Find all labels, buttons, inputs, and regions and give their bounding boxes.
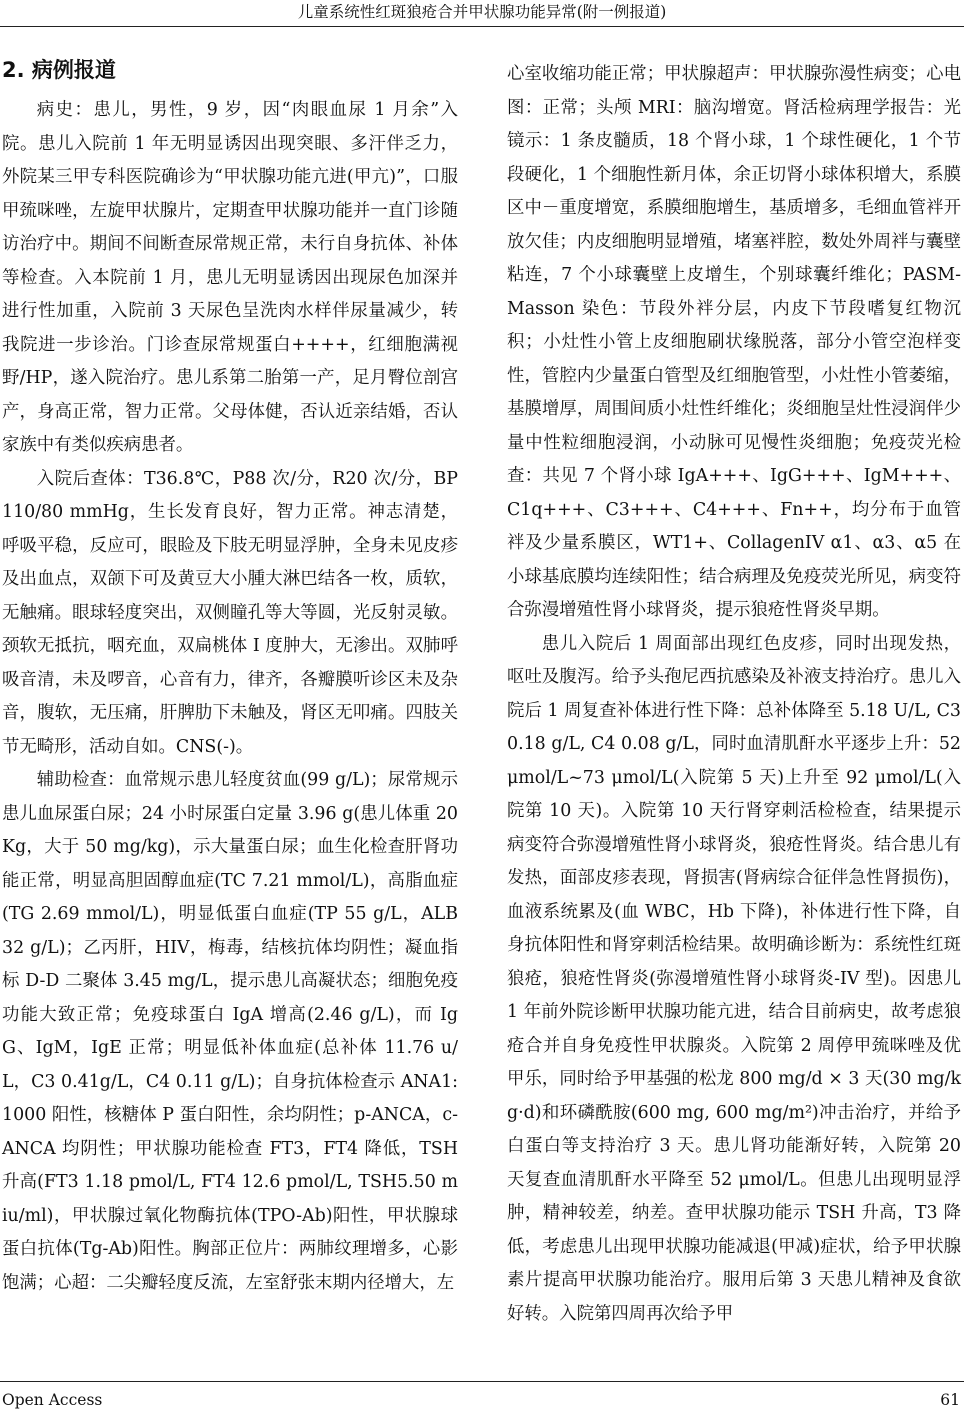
paragraph-history: 病史：患儿，男性，9 岁，因“肉眼血尿 1 月余”入院。患儿入院前 1 年无明显诱因出现突眼、多汗伴乏力，外院某三甲专科医院确诊为“甲状腺功能亢进(甲亢)”，口服甲巯咪唑，左旋甲状腺片，定期查甲状腺功能并一直门诊随访治疗中。期间不间断查尿常规正常，未行自身抗体、补体等检查。入本院前 1 月，患儿无明显诱因出现尿色加深并进行性加重，入院前 3 天尿色呈洗肉水样伴尿量减少，转我院进一步诊治。门诊查尿常规蛋白++++，红细胞满视野/HP，遂入院治疗。患儿系第二胎第一产，足月臀位剖宫产，身高正常，智力正常。父母体健，否认近亲结婚，否认家族中有类似疾病患者。 — [2, 100, 458, 455]
footer-divider — [0, 1381, 964, 1382]
paragraph-physical-exam: 入院后查体：T36.8℃，P88 次/分，R20 次/分，BP110/80 mmHg，生长发育良好，智力正常。神志清楚，呼吸平稳，反应可，眼睑及下肢无明显浮肿，全身未见皮疹及出血点，双颌下可及黄豆大小腫大淋巴结各一枚，质软，无触痛。眼球轻度突出，双侧瞳孔等大等圆，光反射灵敏。颈软无抵抗，咽充血，双扁桃体 I 度肿大，无渗出。双肺呼吸音清，未及啰音，心音有力，律齐，各瓣膜听诊区未及杂音，腹软，无压痛，肝脾肋下未触及，肾区无叩痛。四肢关节无畸形，活动自如。CNS(-)。 — [2, 468, 458, 757]
page-number: 61 — [940, 1391, 960, 1409]
header-divider — [0, 26, 964, 27]
running-header: 儿童系统性红斑狼疮合并甲状腺功能异常(附一例报道) — [297, 3, 667, 21]
journal-label: Open Access — [2, 1391, 103, 1409]
paragraph-treatment-course: 患儿入院后 1 周面部出现红色皮疹，同时出现发热，呕吐及腹泻。给予头孢尼西抗感染及补液支持治疗。患儿入院后 1 周复查补体进行性下降：总补体降至 5.18 U/L, C3 0.18 g/L, C4 0.08 g/L，同时血清肌酐水平逐步上升：52 μmol/L~73 μmol/L(入院第 5 天)上升至 92 μmol/L(入院第 10 天)。入院第 10 天行肾穿刺活检检查，结果提示病变符合弥漫增殖性肾小球肾炎，狼疮性肾炎。结合患儿有发热，面部皮疹表现，肾损害(肾病综合征伴急性肾损伤)，血液系统累及(血 WBC，Hb 下降)，补体进行性下降，自身抗体阳性和肾穿刺活检结果。故明确诊断为：系统性红斑狼疮，狼疮性肾炎(弥漫增殖性肾小球肾炎-IV 型)。因患儿 1 年前外院诊断甲状腺功能亢进，结合目前病史，故考虑狼疮合并自身免疫性甲状腺炎。入院第 2 周停甲巯咪唑及优甲乐，同时给予甲基强的松龙 800 mg/d × 3 天(30 mg/kg·d)和环磷酰胺(600 mg, 600 mg/m²)冲击治疗，并给予白蛋白等支持治疗 3 天。患儿肾功能渐好转，入院第 20 天复查血清肌酐水平降至 52 μmol/L。但患儿出现明显浮肿，精神较差，纳差。查甲状腺功能示 TSH 升高，T3 降低，考虑患儿出现甲状腺功能减退(甲减)症状，给予甲状腺素片提高甲状腺功能治疗。服用后第 3 天患儿精神及食欲好转。入院第四周再次给予甲 — [507, 633, 961, 1324]
paragraph-lab-tests: 辅助检查：血常规示患儿轻度贫血(99 g/L)；尿常规示患儿血尿蛋白尿；24 小时尿蛋白定量 3.96 g(患儿体重 20 Kg，大于 50 mg/kg)，示大量蛋白尿；血生化检查肝肾功能正常，明显高胆固醇血症(TC 7.21 mmol/L)，高脂血症(TG 2.69 mmol/L)，明显低蛋白血症(TP 55 g/L，ALB 32 g/L)；乙丙肝，HIV，梅毒，结核抗体均阴性；凝血指标 D-D 二聚体 3.45 mg/L，提示患儿高凝状态；细胞免疫功能大致正常；免疫球蛋白 IgA 增高(2.46 g/L)，而 IgG、IgM，IgE 正常；明显低补体血症(总补体 11.76 u/L，C3 0.41g/L，C4 0.11 g/L)；自身抗体检查示 ANA1:1000 阳性，核糖体 P 蛋白阳性，余均阴性；p-ANCA，c-ANCA 均阴性；甲状腺功能检查 FT3，FT4 降低，TSH 升高(FT3 1.18 pmol/L, FT4 12.6 pmol/L, TSH5.50 miu/ml)，甲状腺过氧化物酶抗体(TPO-Ab)阳性，甲状腺球蛋白抗体(Tg-Ab)阳性。胸部正位片：两肺纹理增多，心影饱满；心超：二尖瓣轻度反流，左室舒张末期内径增大，左 — [2, 770, 458, 1293]
section-heading: 2. 病例报道 — [2, 58, 116, 82]
paragraph-pathology-continued: 心室收缩功能正常；甲状腺超声：甲状腺弥漫性病变；心电图：正常；头颅 MRI：脑沟增宽。肾活检病理学报告：光镜示：1 条皮髓质，18 个肾小球，1 个球性硬化，1 个节段硬化，1 个细胞性新月体，余正切肾小球体积增大，系膜区中－重度增宽，系膜细胞增生，基质增多，毛细血管袢开放欠佳；内皮细胞明显增殖，堵塞袢腔，数处外周袢与囊壁粘连，7 个小球囊壁上皮增生，个别球囊纤维化；PASM-Masson 染色：节段外袢分层，内皮下节段嗜复红物沉积；小灶性小管上皮细胞刷状缘脱落，部分小管空泡样变性，管腔内少量蛋白管型及红细胞管型，小灶性小管萎缩，基膜增厚，周围间质小灶性纤维化；炎细胞呈灶性浸润伴少量中性粒细胞浸润，小动脉可见慢性炎细胞；免疫荧光检查：共见 7 个肾小球 IgA+++、IgG+++、IgM+++、C1q+++、C3+++、C4+++、Fn++，均分布于血管袢及少量系膜区，WT1+、CollagenIV α1、α3、α5 在小球基底膜均连续阳性；结合病理及免疫荧光所见，病变符合弥漫增殖性肾小球肾炎，提示狼疮性肾炎早期。 — [507, 64, 961, 620]
left-column — [2, 58, 458, 1300]
right-column — [507, 58, 961, 1331]
